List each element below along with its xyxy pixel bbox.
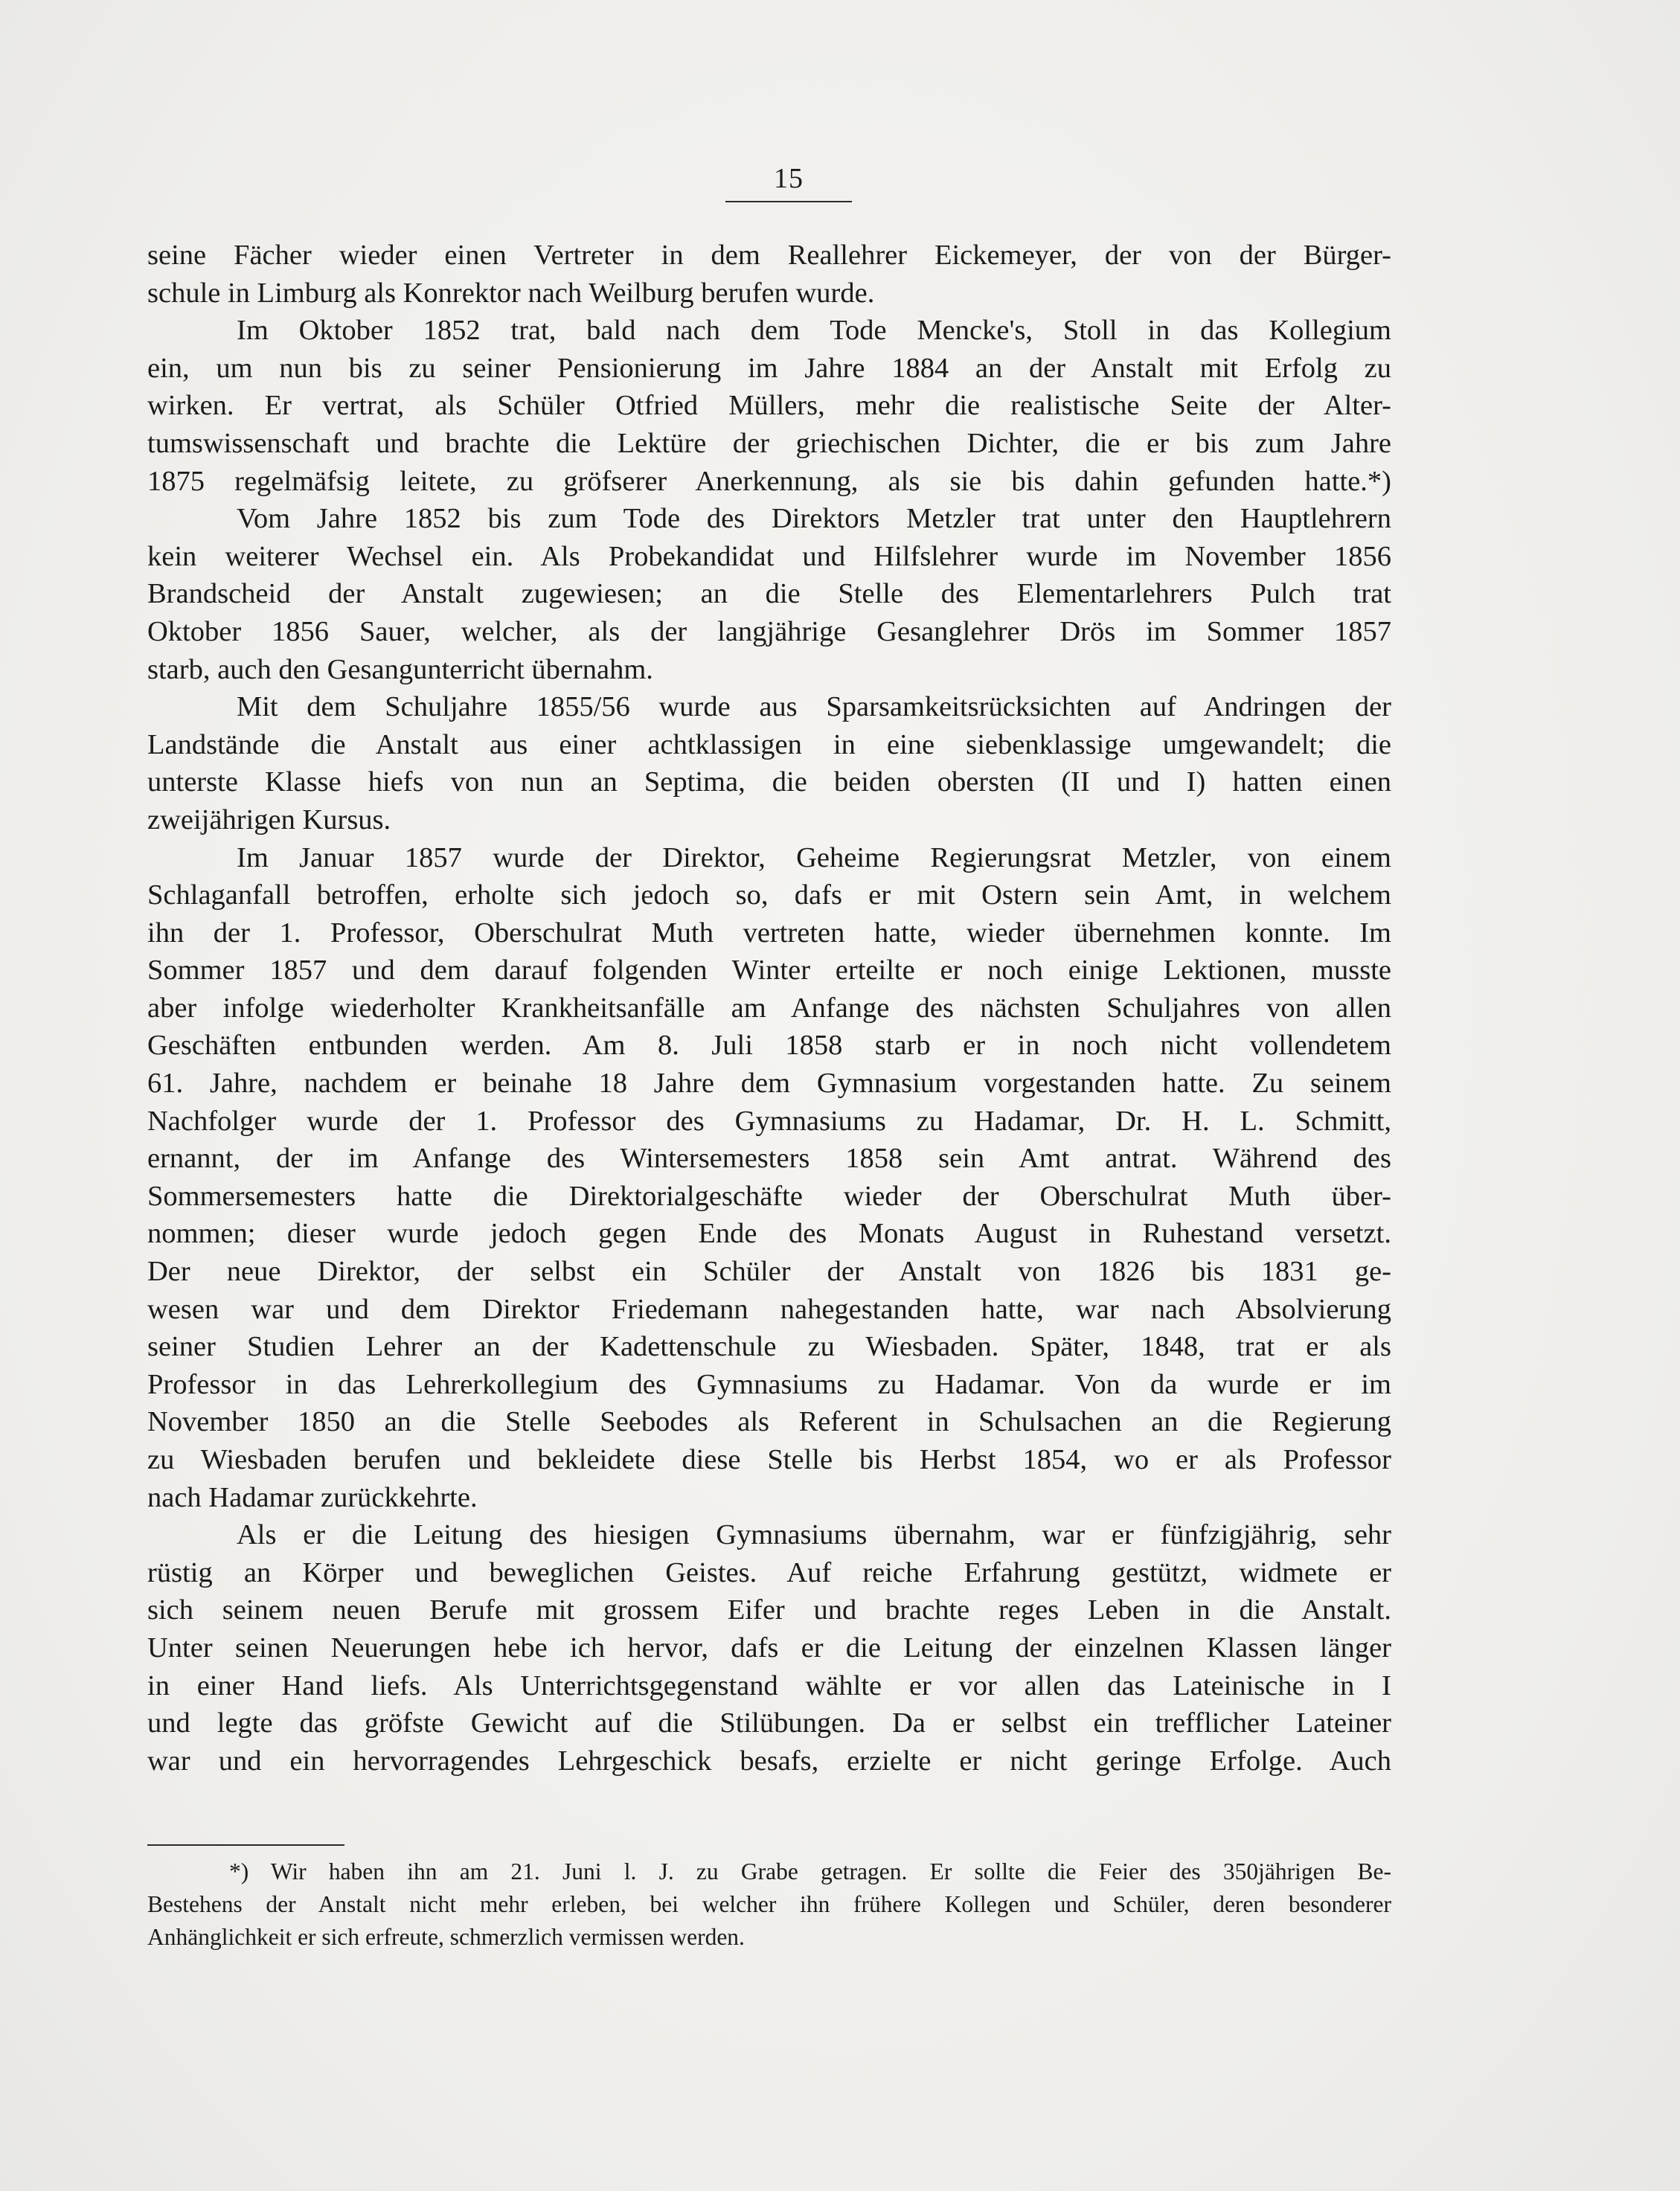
- footnote-divider: [147, 1844, 344, 1846]
- text-line: Mit dem Schuljahre 1855/56 wurde aus Sparsamkeitsrücksichten auf Andringen der: [237, 691, 1391, 723]
- text-line: Vom Jahre 1852 bis zum Tode des Direktors Metzler trat unter den Hauptlehrern: [237, 503, 1391, 535]
- text-line: 1875 regelmäfsig leitete, zu gröfserer Anerkennung, als sie bis dahin gefunden hatte.*): [147, 465, 1391, 497]
- text-line: Landstände die Anstalt aus einer achtklassigen in eine siebenklassige umgewandelt; die: [147, 728, 1391, 760]
- text-line: sich seinem neuen Berufe mit grossem Eifer und brachte reges Leben in die Anstalt.: [147, 1594, 1391, 1626]
- text-line: Brandscheid der Anstalt zugewiesen; an die Stelle des Elementarlehrers Pulch trat: [147, 578, 1391, 610]
- text-line: tumswissenschaft und brachte die Lektüre der griechischen Dichter, die er bis zum Jahre: [147, 427, 1391, 459]
- text-line: Professor in das Lehrerkollegium des Gymnasiums zu Hadamar. Von da wurde er im: [147, 1368, 1391, 1400]
- text-line: seiner Studien Lehrer an der Kadettenschule zu Wiesbaden. Später, 1848, trat er als: [147, 1331, 1391, 1363]
- text-line: Als er die Leitung des hiesigen Gymnasiums übernahm, war er fünfzigjährig, sehr: [237, 1519, 1391, 1551]
- page-number-rule: [725, 201, 852, 202]
- text-line: Im Oktober 1852 trat, bald nach dem Tode Mencke's, Stoll in das Kollegium: [237, 315, 1391, 347]
- text-line: wesen war und dem Direktor Friedemann nahegestanden hatte, war nach Absolvierung: [147, 1293, 1391, 1325]
- text-line: zu Wiesbaden berufen und bekleidete diese Stelle bis Herbst 1854, wo er als Professor: [147, 1444, 1391, 1475]
- text-line: und legte das gröfste Gewicht auf die Stilübungen. Da er selbst ein trefflicher Lateiner: [147, 1707, 1391, 1739]
- text-line: 61. Jahre, nachdem er beinahe 18 Jahre dem Gymnasium vorgestanden hatte. Zu seinem: [147, 1068, 1391, 1100]
- text-line: ernannt, der im Anfange des Wintersemesters 1858 sein Amt antrat. Während des: [147, 1143, 1391, 1175]
- page-number: 15: [774, 163, 804, 194]
- text-line: Schlaganfall betroffen, erholte sich jedoch so, dafs er mit Ostern sein Amt, in welchem: [147, 879, 1391, 911]
- text-line: unterste Klasse hiefs von nun an Septima, die beiden obersten (II und I) hatten einen: [147, 766, 1391, 798]
- text-line: schule in Limburg als Konrektor nach Weilburg berufen wurde.: [147, 277, 875, 309]
- text-line: Oktober 1856 Sauer, welcher, als der langjährige Gesanglehrer Drös im Sommer 1857: [147, 615, 1391, 647]
- text-line: Nachfolger wurde der 1. Professor des Gymnasiums zu Hadamar, Dr. H. L. Schmitt,: [147, 1105, 1391, 1137]
- text-line: nommen; dieser wurde jedoch gegen Ende des Monats August in Ruhestand versetzt.: [147, 1218, 1391, 1250]
- text-line: Geschäften entbunden werden. Am 8. Juli 1858 starb er in noch nicht vollendetem: [147, 1030, 1391, 1062]
- text-line: kein weiterer Wechsel ein. Als Probekandidat und Hilfslehrer wurde im November 1856: [147, 540, 1391, 572]
- text-line: ihn der 1. Professor, Oberschulrat Muth vertreten hatte, wieder übernehmen konnte. Im: [147, 917, 1391, 949]
- text-line: Sommersemesters hatte die Direktorialgeschäfte wieder der Oberschulrat Muth über-: [147, 1180, 1391, 1212]
- footnote-line: *) Wir haben ihn am 21. Juni l. J. zu Grabe getragen. Er sollte die Feier des 350jährigen Be-: [229, 1858, 1391, 1884]
- text-line: war und ein hervorragendes Lehrgeschick besafs, erzielte er nicht geringe Erfolge. Auch: [147, 1745, 1391, 1777]
- text-line: nach Hadamar zurückkehrte.: [147, 1481, 478, 1513]
- text-line: Der neue Direktor, der selbst ein Schüler der Anstalt von 1826 bis 1831 ge-: [147, 1256, 1391, 1288]
- text-line: wirken. Er vertrat, als Schüler Otfried Müllers, mehr die realistische Seite der Alter-: [147, 390, 1391, 422]
- page-header: [714, 162, 863, 202]
- text-line: in einer Hand liefs. Als Unterrichtsgegenstand wählte er vor allen das Lateinische in I: [147, 1669, 1391, 1701]
- footnote: [147, 1855, 1391, 1954]
- text-line: ein, um nun bis zu seiner Pensionierung im Jahre 1884 an der Anstalt mit Erfolg zu: [147, 352, 1391, 384]
- text-line: zweijährigen Kursus.: [147, 803, 391, 835]
- text-line: rüstig an Körper und beweglichen Geistes. Auf reiche Erfahrung gestützt, widmete er: [147, 1556, 1391, 1588]
- text-line: Sommer 1857 und dem darauf folgenden Winter erteilte er noch einige Lektionen, musste: [147, 955, 1391, 987]
- text-line: November 1850 an die Stelle Seebodes als Referent in Schulsachen an die Regierung: [147, 1406, 1391, 1438]
- text-line: Unter seinen Neuerungen hebe ich hervor, dafs er die Leitung der einzelnen Klassen länger: [147, 1632, 1391, 1664]
- text-line: Im Januar 1857 wurde der Direktor, Geheime Regierungsrat Metzler, von einem: [237, 841, 1391, 873]
- footnote-line: Anhänglichkeit er sich erfreute, schmerzlich vermissen werden.: [147, 1924, 745, 1950]
- text-line: aber infolge wiederholter Krankheitsanfälle am Anfange des nächsten Schuljahres von allen: [147, 992, 1391, 1024]
- footnote-line: Bestehens der Anstalt nicht mehr erleben, bei welcher ihn frühere Kollegen und Schüler, deren besonderer: [147, 1891, 1391, 1917]
- text-line: seine Fächer wieder einen Vertreter in dem Reallehrer Eickemeyer, der von der Bürger-: [147, 240, 1391, 271]
- body-text: [147, 237, 1391, 1780]
- text-line: starb, auch den Gesangunterricht übernahm.: [147, 653, 653, 685]
